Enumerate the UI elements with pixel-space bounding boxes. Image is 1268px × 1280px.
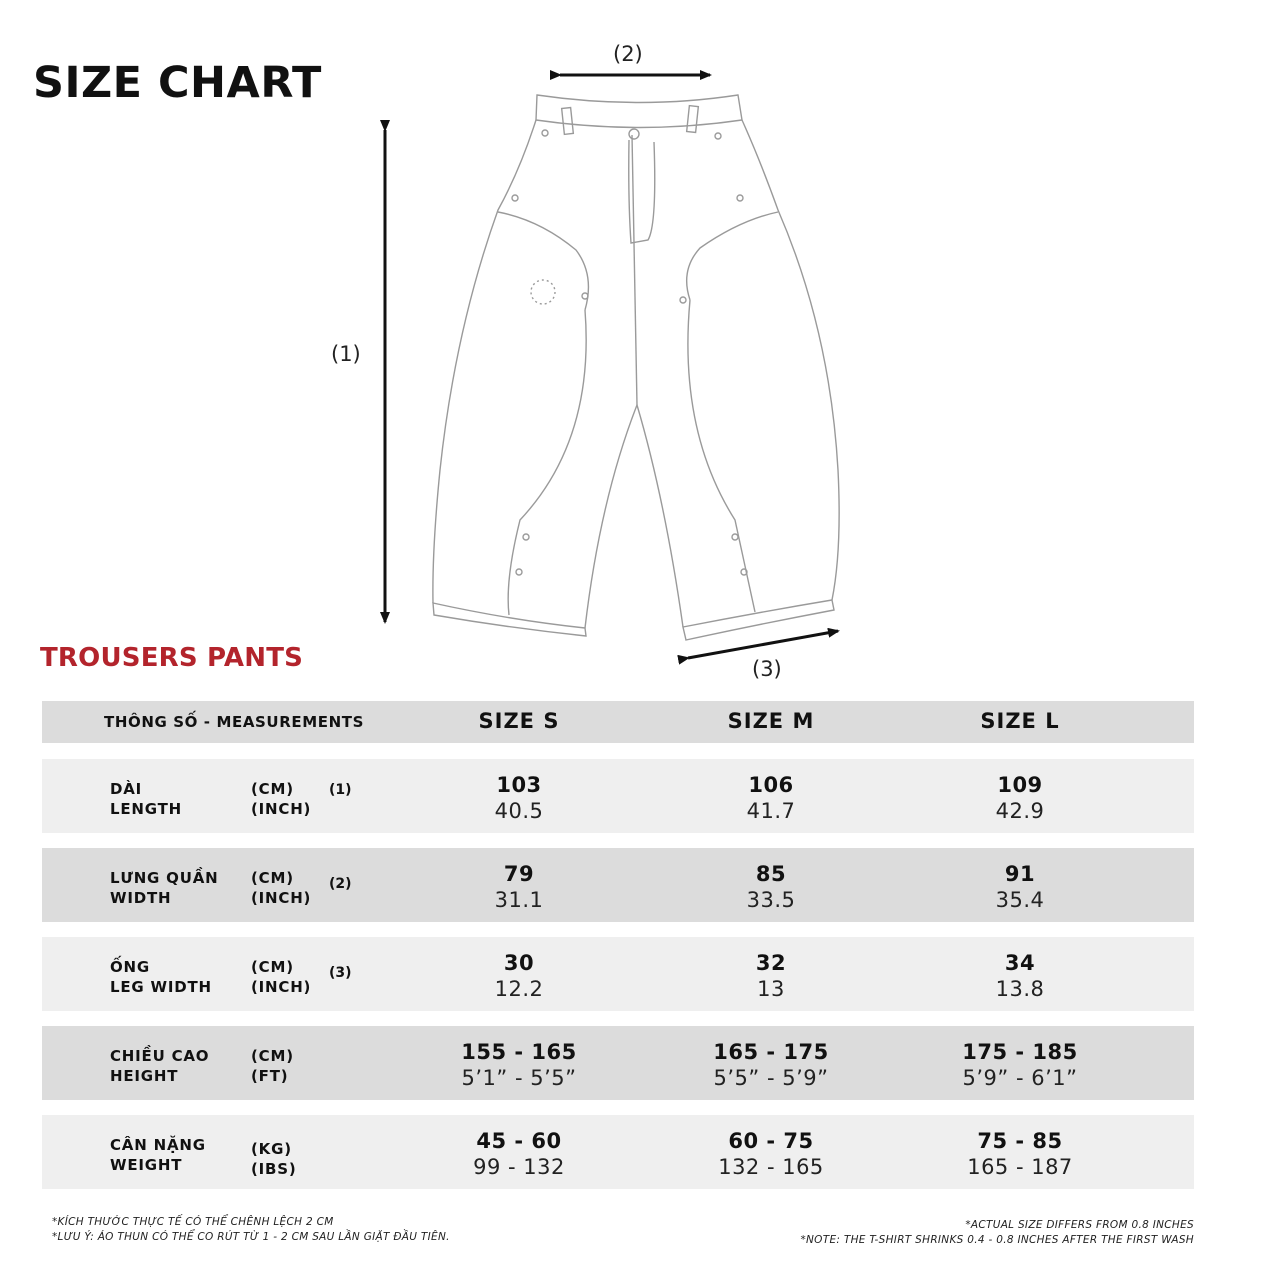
row-units (251, 868, 311, 908)
row-units (251, 1139, 297, 1179)
footnote-line: *LƯU Ý: ÁO THUN CÓ THỂ CO RÚT TỪ 1 - 2 CM SAU LẦN GIẶT ĐẦU TIÊN. (52, 1231, 450, 1243)
table-row-length (42, 759, 1194, 833)
value-primary: 32 (755, 951, 787, 975)
label-vi: ỐNG (110, 958, 151, 976)
value-size-s (409, 1039, 629, 1091)
label-vi: CÂN NẶNG (110, 1136, 206, 1154)
row-ref: (2) (329, 876, 352, 892)
unit-primary: (KG) (251, 1140, 292, 1158)
value-size-m (661, 772, 881, 824)
value-primary: 60 - 75 (728, 1129, 814, 1153)
row-label (110, 957, 212, 997)
footnote-line: *ACTUAL SIZE DIFFERS FROM 0.8 INCHES (965, 1219, 1194, 1231)
unit-primary: (CM) (251, 869, 294, 887)
value-primary: 103 (496, 773, 542, 797)
value-secondary: 40.5 (494, 799, 544, 823)
value-primary: 109 (997, 773, 1043, 797)
row-label (110, 1135, 206, 1175)
value-size-l (910, 772, 1130, 824)
label-en: LENGTH (110, 800, 182, 818)
footnote-line: *NOTE: THE T-SHIRT SHRINKS 0.4 - 0.8 INCHES AFTER THE FIRST WASH (800, 1234, 1194, 1246)
row-ref: (1) (329, 782, 352, 798)
table-row-weight (42, 1115, 1194, 1189)
value-size-m (661, 1039, 881, 1091)
footnote-line: *KÍCH THƯỚC THỰC TẾ CÓ THỂ CHÊNH LỆCH 2 CM (52, 1216, 334, 1228)
unit-secondary: (FT) (251, 1067, 289, 1085)
value-primary: 175 - 185 (962, 1040, 1078, 1064)
value-secondary: 35.4 (995, 888, 1045, 912)
value-size-l (910, 861, 1130, 913)
row-label (110, 868, 218, 908)
value-secondary: 31.1 (494, 888, 544, 912)
unit-secondary: (INCH) (251, 889, 312, 907)
row-units (251, 957, 311, 997)
row-units (251, 1046, 294, 1086)
label-en: WEIGHT (110, 1156, 183, 1174)
value-size-m (661, 861, 881, 913)
value-primary: 85 (755, 862, 787, 886)
value-secondary: 5’1” - 5’5” (461, 1066, 577, 1090)
value-secondary: 42.9 (995, 799, 1045, 823)
value-size-l (910, 1039, 1130, 1091)
value-size-m (661, 1128, 881, 1180)
value-primary: 155 - 165 (461, 1040, 577, 1064)
value-size-l (910, 950, 1130, 1002)
value-secondary: 5’5” - 5’9” (713, 1066, 829, 1090)
value-secondary: 165 - 187 (967, 1155, 1073, 1179)
value-primary: 91 (1004, 862, 1036, 886)
label-vi: CHIỀU CAO (110, 1047, 210, 1065)
table-row-height (42, 1026, 1194, 1100)
trousers-outline (433, 95, 839, 640)
value-secondary: 5’9” - 6’1” (962, 1066, 1078, 1090)
label-en: WIDTH (110, 889, 172, 907)
table-header (42, 701, 1194, 743)
value-primary: 45 - 60 (476, 1129, 562, 1153)
label-width: (2) (613, 42, 643, 66)
value-primary: 79 (503, 862, 535, 886)
value-primary: 165 - 175 (713, 1040, 829, 1064)
value-size-l (910, 1128, 1130, 1180)
label-en: HEIGHT (110, 1067, 179, 1085)
unit-secondary: (IBS) (251, 1160, 297, 1178)
unit-secondary: (INCH) (251, 800, 312, 818)
value-primary: 30 (503, 951, 535, 975)
value-secondary: 33.5 (746, 888, 796, 912)
row-label (110, 779, 182, 819)
footnote-vietnamese (52, 1215, 450, 1245)
value-secondary: 13.8 (995, 977, 1045, 1001)
row-units (251, 779, 311, 819)
value-size-m (661, 950, 881, 1002)
page-title: SIZE CHART (33, 58, 322, 108)
value-size-s (409, 1128, 629, 1180)
row-label (110, 1046, 209, 1086)
value-primary: 34 (1004, 951, 1036, 975)
product-title: TROUSERS PANTS (40, 643, 304, 673)
value-secondary: 41.7 (746, 799, 796, 823)
value-secondary: 99 - 132 (473, 1155, 565, 1179)
value-size-s (409, 861, 629, 913)
value-secondary: 13 (757, 977, 785, 1001)
value-size-s (409, 950, 629, 1002)
label-length: (1) (331, 342, 361, 366)
value-secondary: 132 - 165 (718, 1155, 824, 1179)
value-size-s (409, 772, 629, 824)
label-vi: LƯNG QUẦN (110, 869, 219, 887)
size-s-header: SIZE S (478, 709, 560, 733)
table-row-leg-width (42, 937, 1194, 1011)
unit-secondary: (INCH) (251, 978, 312, 996)
label-en: LEG WIDTH (110, 978, 212, 996)
unit-primary: (CM) (251, 780, 294, 798)
unit-primary: (CM) (251, 1047, 294, 1065)
label-vi: DÀI (110, 780, 143, 798)
value-secondary: 12.2 (494, 977, 544, 1001)
size-l-header: SIZE L (980, 709, 1060, 733)
value-primary: 75 - 85 (977, 1129, 1063, 1153)
unit-primary: (CM) (251, 958, 294, 976)
row-ref: (3) (329, 965, 352, 981)
value-primary: 106 (748, 773, 794, 797)
label-leg-width: (3) (752, 657, 782, 681)
size-m-header: SIZE M (727, 709, 815, 733)
table-row-width (42, 848, 1194, 922)
measurements-header: THÔNG SỐ - MEASUREMENTS (104, 713, 364, 731)
footnote-english (800, 1218, 1194, 1248)
